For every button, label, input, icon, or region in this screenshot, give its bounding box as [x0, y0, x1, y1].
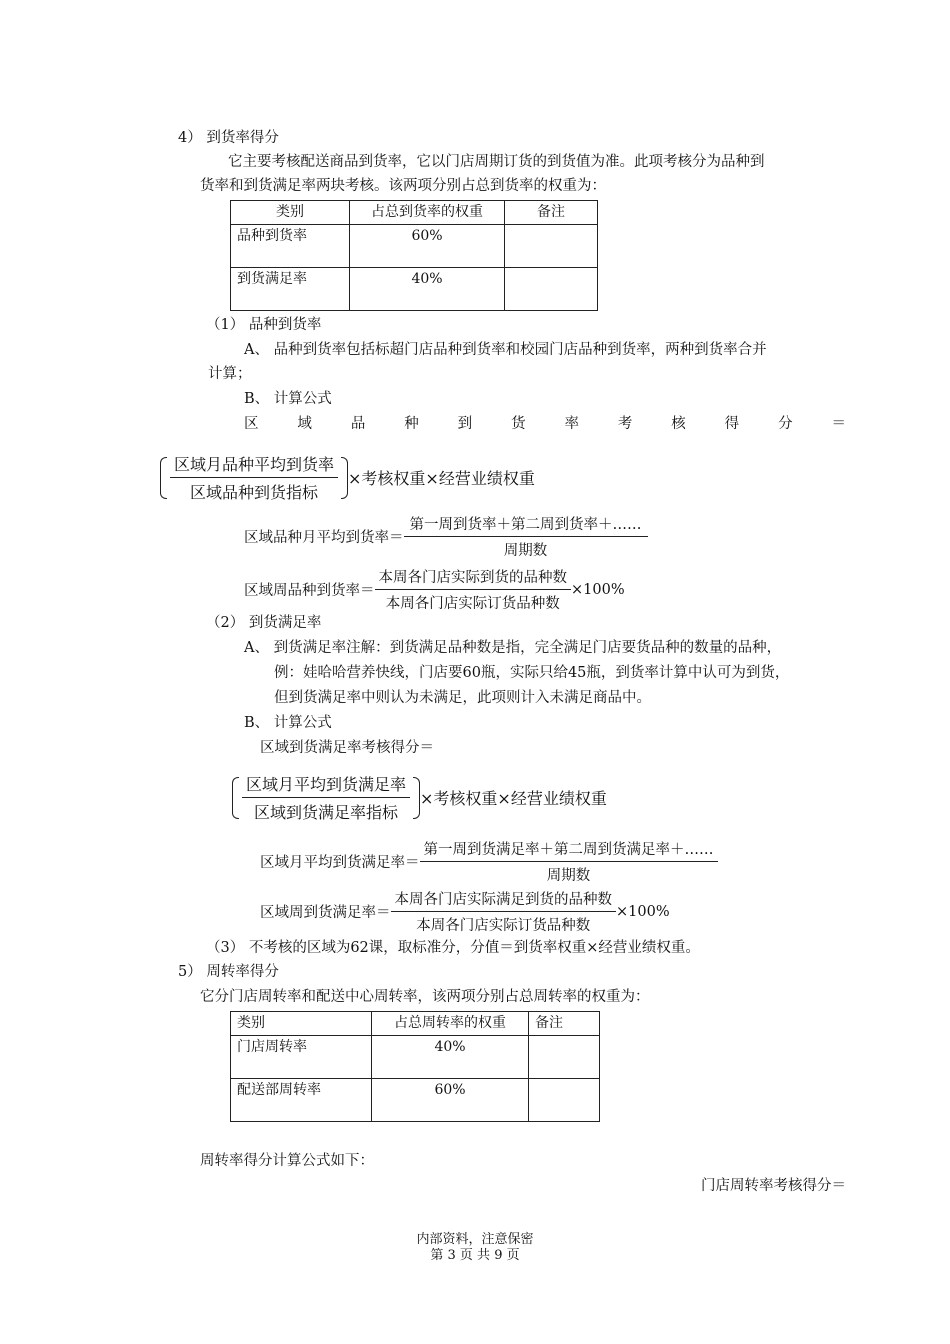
table-cell: 门店周转率 [231, 1036, 372, 1079]
section-5-intro: 它分门店周转率和配送中心周转率，该两项分别占总周转率的权重为： [200, 989, 650, 1005]
formula-tail: ×100% [571, 581, 625, 598]
denominator: 本周各门店实际订货品种数 [385, 596, 560, 612]
formula-tail: ×考核权重×经营业绩权重 [348, 469, 535, 488]
left-paren [232, 777, 239, 819]
numerator: 本周各门店实际到货的品种数 [375, 566, 572, 590]
fulfillment-monthly-avg-formula [260, 838, 718, 885]
numerator: 本周各门店实际满足到货的品种数 [391, 888, 617, 912]
table-header-cell: 备注 [505, 201, 598, 225]
table-header-cell: 占总到货率的权重 [350, 201, 505, 225]
fraction [404, 513, 648, 560]
table-cell [529, 1079, 600, 1122]
section-5-heading: 5） 周转率得分 [178, 964, 279, 980]
table-cell [505, 268, 598, 311]
arrival-rate-weight-table [230, 200, 598, 311]
score-char: 货 [511, 416, 526, 432]
numerator: 第一周到货率＋第二周到货率＋…… [404, 513, 648, 537]
table-cell: 配送部周转率 [231, 1079, 372, 1122]
subsection-3: （3） 不考核的区域为62课，取标准分，分值＝到货率权重×经营业绩权重。 [206, 940, 700, 956]
subsection-2-title: （2） 到货满足率 [206, 615, 322, 631]
numerator: 区域月平均到货满足率 [242, 772, 410, 798]
subsection-1-b: B、 计算公式 [244, 391, 332, 407]
fulfillment-score-label: 区域到货满足率考核得分＝ [260, 740, 434, 756]
variety-monthly-avg-formula [244, 513, 648, 560]
table-cell: 品种到货率 [231, 225, 350, 268]
right-paren [341, 457, 348, 499]
fulfillment-weekly-formula [260, 888, 670, 935]
table-cell: 到货满足率 [231, 268, 350, 311]
score-char: 率 [564, 416, 579, 432]
fraction [242, 772, 410, 823]
score-char: 种 [404, 416, 419, 432]
turnover-weight-table [230, 1011, 600, 1122]
denominator: 区域品种到货指标 [190, 483, 319, 502]
denominator: 本周各门店实际订货品种数 [416, 918, 591, 934]
score-char: 考 [617, 416, 633, 432]
subsection-2-b: B、 计算公式 [244, 715, 332, 731]
numerator: 第一周到货满足率＋第二周到货满足率＋…… [420, 838, 718, 862]
table-row [231, 1036, 600, 1079]
left-paren [160, 457, 167, 499]
table-row [231, 1079, 600, 1122]
numerator: 区域月品种平均到货率 [170, 452, 338, 478]
fraction [375, 566, 572, 613]
subsection-2-a-line-3: 但到货满足率中则认为未满足，此项则计入未满足商品中。 [274, 690, 651, 706]
denominator: 周期数 [546, 868, 591, 884]
score-char: 品 [350, 416, 366, 432]
formula-left: 区域周到货满足率＝ [260, 905, 391, 921]
store-turnover-score-label: 门店周转率考核得分＝ [701, 1178, 846, 1194]
subsection-1-title: （1） 品种到货率 [206, 317, 322, 333]
score-char: 分 [778, 416, 793, 432]
table-cell [529, 1036, 600, 1079]
turnover-formula-intro: 周转率得分计算公式如下： [200, 1153, 374, 1169]
fraction [420, 838, 718, 885]
table-header-row [231, 201, 598, 225]
score-char: 区 [244, 416, 259, 432]
formula-tail: ×考核权重×经营业绩权重 [420, 789, 607, 808]
formula-left: 区域周品种到货率＝ [244, 583, 375, 599]
table-cell: 60% [372, 1079, 529, 1122]
denominator: 周期数 [503, 543, 548, 559]
section-4-heading: 4） 到货率得分 [178, 130, 279, 146]
score-char: 核 [671, 416, 686, 432]
score-char: 到 [457, 416, 473, 432]
formula-left: 区域月平均到货满足率＝ [260, 855, 420, 871]
table-row [231, 225, 598, 268]
fulfillment-score-formula [232, 772, 607, 823]
subsection-2-a-line-2: 例：娃哈哈营养快线，门店要60瓶，实际只给45瓶，到货率计算中认可为到货， [274, 665, 790, 681]
fraction [391, 888, 617, 935]
subsection-1-a-line-2: 计算； [208, 366, 252, 382]
formula-left: 区域品种月平均到货率＝ [244, 530, 404, 546]
formula-tail: ×100% [616, 903, 670, 920]
fraction [170, 452, 338, 503]
footer-page-number: 第 3 页 共 9 页 [430, 1248, 520, 1263]
score-char: 得 [724, 416, 740, 432]
table-header-cell: 类别 [231, 1012, 372, 1036]
section-4-intro-line-1: 它主要考核配送商品到货率，它以门店周期订货的到货值为准。此项考核分为品种到 [228, 154, 765, 170]
table-header-cell: 占总周转率的权重 [372, 1012, 529, 1036]
score-char: ＝ [831, 416, 846, 432]
table-cell [505, 225, 598, 268]
variety-score-label [244, 416, 846, 433]
section-4-intro-line-2: 货率和到货满足率两块考核。该两项分别占总到货率的权重为： [200, 178, 606, 194]
denominator: 区域到货满足率指标 [254, 803, 399, 822]
footer-confidential: 内部资料，注意保密 [416, 1232, 534, 1247]
table-header-row [231, 1012, 600, 1036]
subsection-1-a-line-1: A、 品种到货率包括标超门店品种到货率和校园门店品种到货率，两种到货率合并 [244, 342, 767, 358]
table-header-cell: 类别 [231, 201, 350, 225]
variety-score-formula [160, 452, 535, 503]
table-cell: 60% [350, 225, 505, 268]
table-cell: 40% [350, 268, 505, 311]
variety-weekly-formula [244, 566, 625, 613]
table-cell: 40% [372, 1036, 529, 1079]
score-char: 域 [297, 416, 312, 432]
subsection-2-a-line-1: A、 到货满足率注解：到货满足品种数是指，完全满足门店要货品种的数量的品种， [244, 640, 782, 656]
table-row [231, 268, 598, 311]
table-header-cell: 备注 [529, 1012, 600, 1036]
right-paren [413, 777, 420, 819]
